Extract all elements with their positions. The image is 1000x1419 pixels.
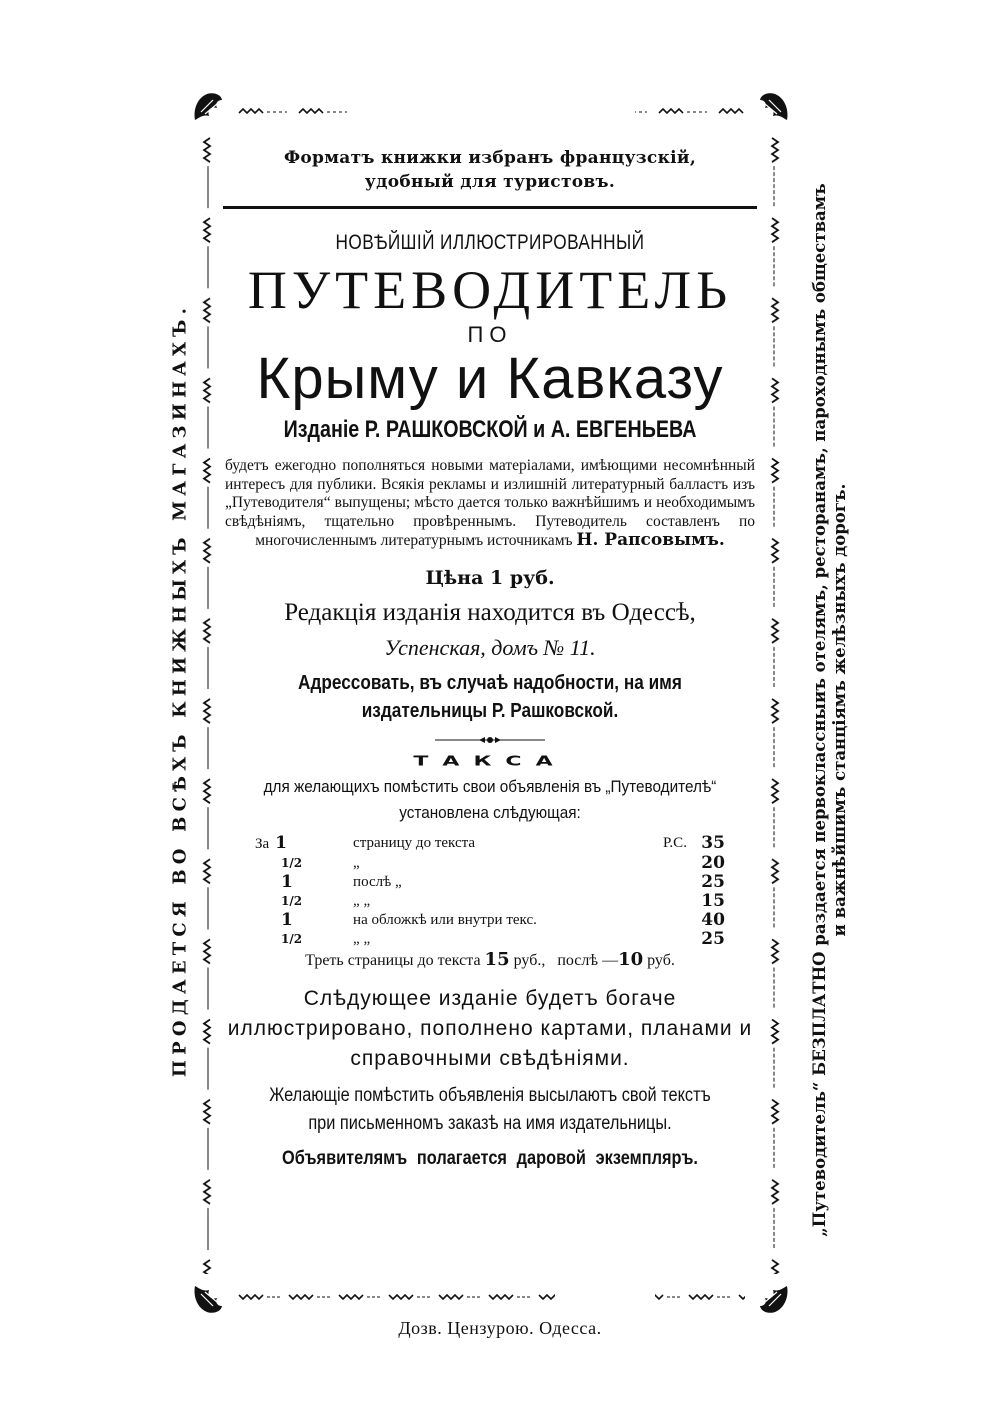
format-note: Форматъ книжки избранъ французскій, удобный для туристовъ. [283, 148, 697, 192]
region-title: Крыму и Кавказу [256, 346, 724, 411]
ornamental-border-left [201, 132, 213, 1274]
ornamental-divider [435, 735, 545, 745]
rate-placement: страницу до текста [353, 834, 475, 851]
censor-approval: Дозв. Цензурою. Одесса. [398, 1318, 602, 1338]
intro-text: будетъ ежегодно пополняться новыми матеріалами, имѣющими несомнѣнный интересъ для публики. Всякія рекламы и излишній литературный балластъ изъ „Путеводителя“ выпущены; мѣсто дается только важнѣйшимъ и необходимымъ свѣдѣніямъ, тщательно провѣреннымъ. Путеводитель составленъ по многочисленнымъ литературнымъ источникамъ [225, 457, 755, 549]
title-preposition: ПО [467, 322, 513, 347]
leaf-ornament-icon [757, 90, 791, 124]
subtitle: НОВѢЙШІЙ ИЛЛЮСТРИРОВАННЫЙ [335, 231, 645, 254]
rate-amount: 40 [701, 909, 725, 930]
price: Цѣна 1 руб. [425, 566, 555, 589]
publishers-line: Изданіе Р. РАШКОВСКОЙ и А. ЕВГЕНЬЕВА [283, 416, 697, 443]
leaf-ornament-icon [757, 1282, 791, 1316]
rate-qty: 1/2 [281, 855, 303, 870]
rates-heading: ТАКСА [413, 753, 567, 769]
ornamental-frame [205, 108, 775, 1298]
table-row [255, 911, 725, 930]
currency-label: Р.С. [662, 834, 687, 851]
side-right-line-1: „Путеводитель“ БЕЗПЛАТНО раздается первоклассныиъ отелямъ, ресторанамъ, пароходнымъ обществамъ [810, 183, 829, 1237]
rate-placement: „ „ [353, 892, 371, 909]
page-content [223, 108, 757, 1170]
rate-amount: 35 [701, 832, 725, 853]
rates-table [255, 834, 725, 949]
leaf-ornament-icon [191, 90, 225, 124]
leaf-ornament-icon [191, 1282, 225, 1316]
page-title: ПУТЕВОДИТЕЛЬ [247, 260, 733, 320]
table-row [255, 930, 725, 949]
rate-placement: на обложкѣ или внутри текс. [353, 911, 537, 928]
divider-rule [223, 206, 757, 209]
rates-intro: для желающихъ помѣстить свои объявленія въ „Путеводителѣ“ установлена слѣдующая: [263, 776, 717, 822]
rate-qty: 1 [281, 871, 293, 892]
side-right-line-2: и важнѣйшимъ станціямъ желѣзныхъ дорогъ. [830, 483, 849, 937]
next-edition-note: Слѣдующее изданіе будетъ богаче иллюстрировано, пополнено картами, планами и справочными свѣдѣніями. [227, 986, 753, 1070]
side-left-text: ПРОДАЕТСЯ ВО ВСѢХЪ КНИЖНЫХЪ МАГАЗИНАХЪ. [169, 302, 191, 1078]
advertisers-note: Желающіе помѣстить объявленія высылаютъ свой текстъ при письменномъ заказѣ на имя издательницы. [269, 1084, 711, 1134]
third-page-rate: Треть страницы до текста 15 руб., послѣ —10 руб. [305, 948, 675, 970]
rate-qty: За 1 [255, 832, 287, 853]
office-address: Успенская, домъ № 11. [384, 634, 596, 660]
rate-amount: 20 [701, 852, 725, 873]
rate-placement: „ [353, 854, 360, 871]
intro-paragraph [223, 457, 757, 551]
rate-qty: 1/2 [281, 931, 303, 946]
ornamental-border-bottom [235, 1292, 745, 1300]
rate-amount: 15 [701, 890, 725, 911]
rate-amount: 25 [701, 928, 725, 949]
rate-qty: 1/2 [281, 893, 303, 908]
rate-placement: „ „ [353, 930, 371, 947]
ornamental-border-right [769, 132, 781, 1274]
side-right-block [810, 183, 850, 1236]
contact-note: Адрессовать, въ случаѣ надобности, на имя издательницы Р. Рашковской. [298, 671, 682, 722]
table-row [255, 892, 725, 911]
rate-amount: 25 [701, 871, 725, 892]
rate-qty: 1 [281, 909, 293, 930]
author-name: Н. Рапсовымъ. [576, 530, 725, 550]
rate-placement: послѣ „ [353, 873, 402, 890]
table-row [255, 873, 725, 892]
table-row [255, 854, 725, 873]
free-copy-note: Объявителямъ полагается даровой экземпляръ. [282, 1147, 698, 1169]
office-location: Редакція изданія находится въ Одессѣ, [284, 598, 696, 626]
table-row [255, 834, 725, 854]
